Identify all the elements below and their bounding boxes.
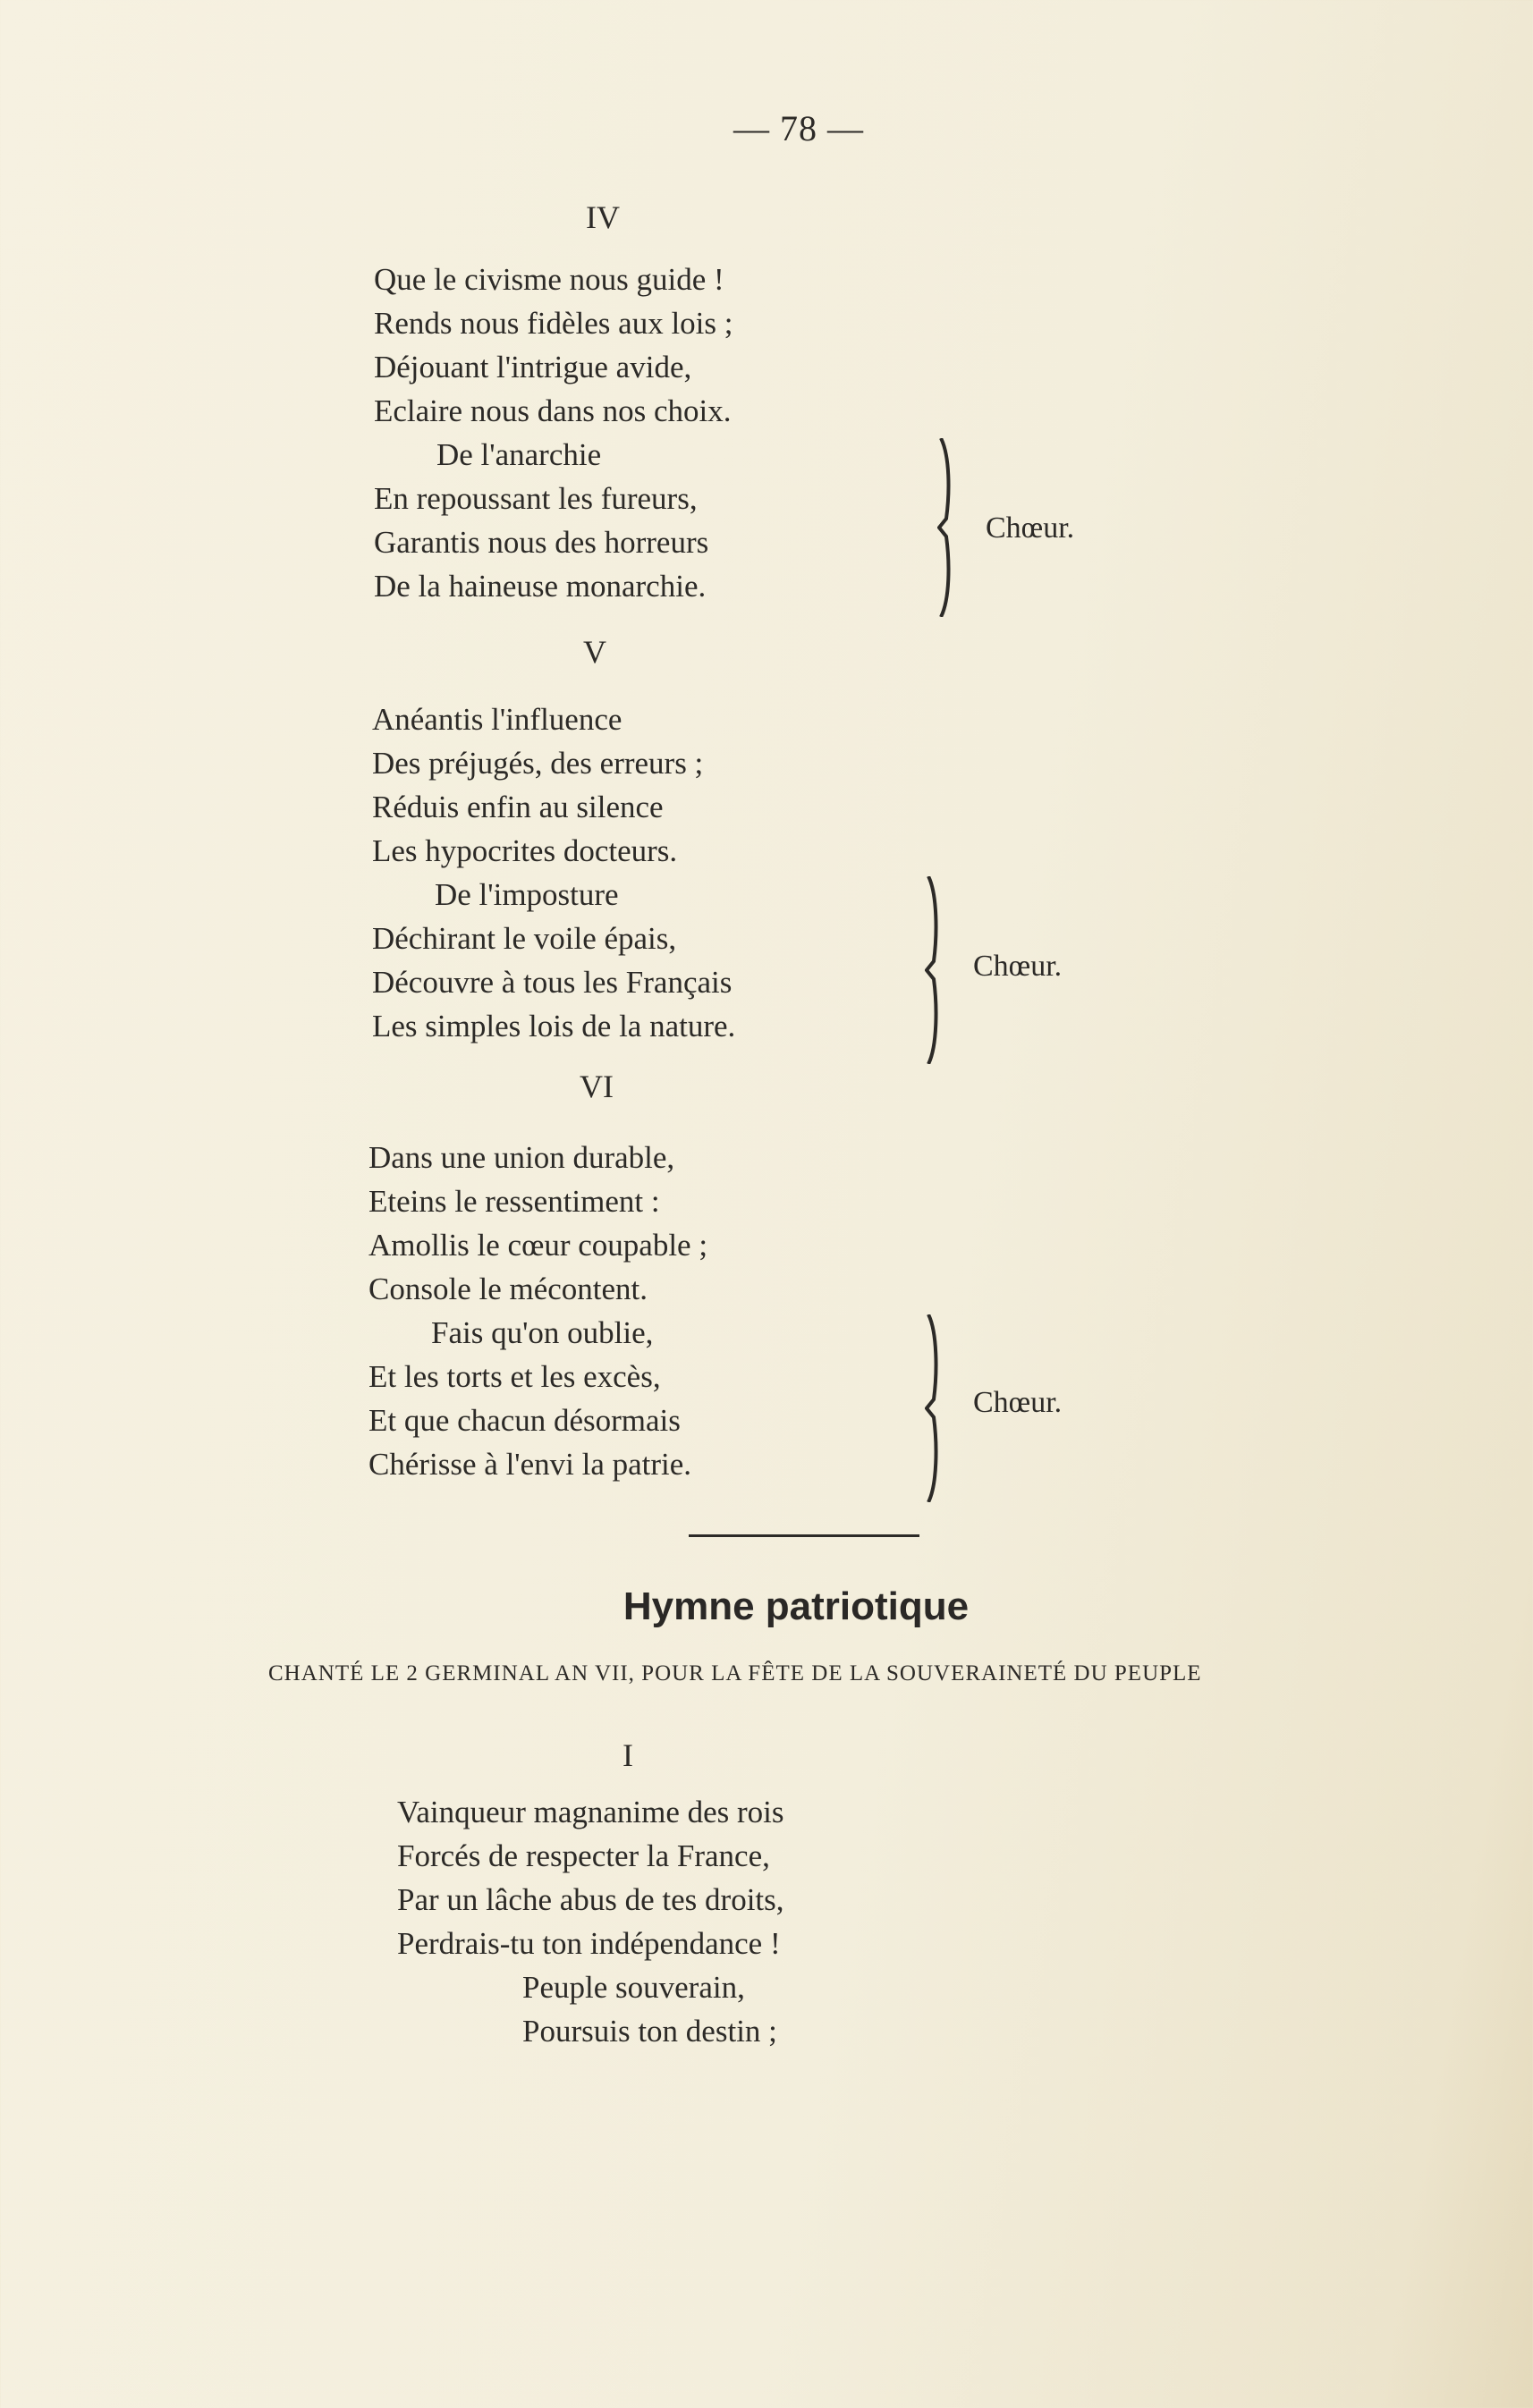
- hymn-stanza-i: [397, 1790, 784, 2053]
- section-divider: [689, 1534, 919, 1537]
- verse-line: Et que chacun désormais: [368, 1403, 681, 1438]
- stanza-number-iv: IV: [586, 199, 620, 235]
- verse-line: Amollis le cœur coupable ;: [368, 1228, 708, 1263]
- verse-line: Déjouant l'intrigue avide,: [374, 350, 692, 384]
- verse-line: Les simples lois de la nature.: [372, 1009, 736, 1043]
- verse-line: Dans une union durable,: [368, 1140, 675, 1175]
- verse-line: Eclaire nous dans nos choix.: [374, 393, 732, 428]
- verse-line: Vainqueur magnanime des rois: [397, 1795, 784, 1829]
- chorus-brace: [925, 1314, 952, 1502]
- chorus-brace: [937, 438, 964, 617]
- page-number: — 78 —: [733, 108, 864, 148]
- verse-line: Fais qu'on oublie,: [431, 1315, 654, 1350]
- verse-line: De l'imposture: [435, 877, 619, 912]
- verse-line: Réduis enfin au silence: [372, 790, 664, 824]
- verse-line: Forcés de respecter la France,: [397, 1838, 770, 1873]
- stanza-number-i: I: [623, 1737, 633, 1773]
- stanza-vi: [368, 1136, 707, 1486]
- verse-line: Découvre à tous les Français: [372, 965, 733, 1000]
- verse-line: Peuple souverain,: [522, 1970, 745, 2005]
- verse-line: Chérisse à l'envi la patrie.: [368, 1447, 692, 1482]
- chorus-brace: [925, 876, 952, 1064]
- verse-line: De la haineuse monarchie.: [374, 569, 707, 604]
- verse-line: Déchirant le voile épais,: [372, 921, 677, 956]
- chorus-label: Chœur.: [973, 1386, 1063, 1419]
- verse-line: Rends nous fidèles aux lois ;: [374, 306, 733, 341]
- verse-line: Les hypocrites docteurs.: [372, 833, 678, 868]
- hymn-title: Hymne patriotique: [623, 1584, 970, 1628]
- verse-line: De l'anarchie: [436, 437, 602, 472]
- stanza-iv: [374, 258, 733, 608]
- stanza-number-vi: VI: [580, 1069, 614, 1104]
- verse-line: Perdrais-tu ton indépendance !: [397, 1926, 781, 1961]
- chorus-label: Chœur.: [973, 950, 1063, 983]
- chorus-label: Chœur.: [986, 511, 1075, 545]
- verse-line: Console le mécontent.: [368, 1272, 648, 1306]
- verse-line: Que le civisme nous guide !: [374, 262, 724, 297]
- verse-line: Et les torts et les excès,: [368, 1359, 661, 1394]
- verse-line: En repoussant les fureurs,: [374, 481, 698, 516]
- verse-line: Par un lâche abus de tes droits,: [397, 1882, 784, 1917]
- verse-line: Eteins le ressentiment :: [368, 1184, 660, 1219]
- verse-line: Des préjugés, des erreurs ;: [372, 746, 704, 781]
- stanza-number-v: V: [583, 634, 606, 670]
- verse-line: Poursuis ton destin ;: [522, 2014, 777, 2049]
- verse-line: Garantis nous des horreurs: [374, 525, 709, 560]
- stanza-v: [372, 697, 735, 1048]
- verse-line: Anéantis l'influence: [372, 702, 623, 737]
- hymn-subtitle: CHANTÉ LE 2 GERMINAL AN VII, POUR LA FÊTE DE LA SOUVERAINETÉ DU PEUPLE: [268, 1661, 1202, 1686]
